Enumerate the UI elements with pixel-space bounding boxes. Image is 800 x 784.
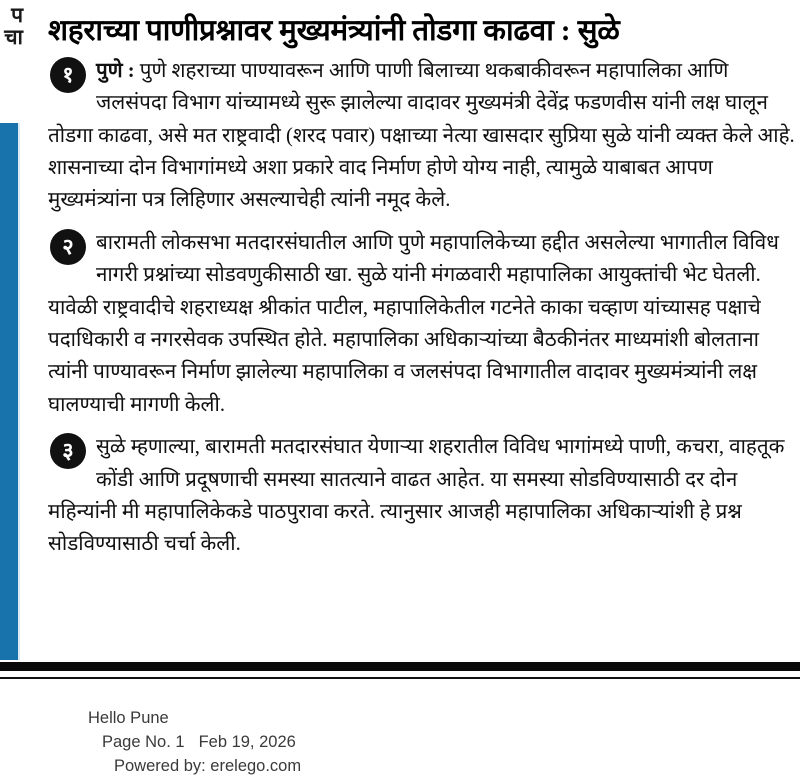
paragraph-lead-in: पुणे : xyxy=(96,59,140,82)
horizontal-rule-thick xyxy=(0,662,800,671)
article-paragraph xyxy=(48,431,796,561)
paragraph-content: सुळे म्हणाल्या, बारामती मतदारसंघात येणाऱ्या शहरातील विविध भागांमध्ये पाणी, कचरा, वाहतूक कोंडी आणि प्रदूषणाची समस्या सातत्याने वाढत आहेत. या समस्या सोडविण्यासाठी दर दोन महिन्यांनी मी महापालिकेकडे पाठपुरावा करते. त्यानुसार आजही महापालिका अधिकाऱ्यांशी हे प्रश्न सोडविण्यासाठी चर्चा केली. xyxy=(48,436,785,556)
paragraph-number-badge: २ xyxy=(50,229,86,265)
article-paragraph xyxy=(48,227,796,421)
article-paragraph xyxy=(48,55,796,217)
blue-accent-bar xyxy=(0,123,20,660)
page-footer xyxy=(88,706,301,778)
article-body xyxy=(48,14,796,571)
margin-fragment-line-2: चा xyxy=(4,25,23,49)
footer-publication: Hello Pune xyxy=(88,709,169,727)
paragraph-text xyxy=(48,431,796,561)
footer-page-number: Page No. 1 xyxy=(102,733,185,751)
footer-powered-by: Powered by: erelego.com xyxy=(114,757,302,775)
paragraph-content: पुणे शहराच्या पाण्यावरून आणि पाणी बिलाच्या थकबाकीवरून महापालिका आणि जलसंपदा विभाग यांच्यामध्ये सुरू झालेल्या वादावर मुख्यमंत्री देवेंद्र फडणवीस यांनी लक्ष घालून तोडगा काढवा, असे मत राष्ट्रवादी (शरद पवार) पक्षाच्या नेत्या खासदार सुप्रिया सुळे यांनी व्यक्त केले आहे. शासनाच्या दोन विभागांमध्ये अशा प्रकारे वाद निर्माण होणे योग्य नाही, त्यामुळे याबाबत आपण मुख्यमंत्र्यांना पत्र लिहिणार असल्याचेही त्यांनी नमूद केले. xyxy=(48,59,795,212)
horizontal-rule-thin xyxy=(0,677,800,679)
footer-date: Feb 19, 2026 xyxy=(198,733,296,751)
margin-fragment-line-1: प xyxy=(11,4,23,27)
paragraph-text xyxy=(48,227,796,421)
paragraph-number-badge: १ xyxy=(50,57,86,93)
paragraph-content: बारामती लोकसभा मतदारसंघातील आणि पुणे महापालिकेच्या हद्दीत असलेल्या भागातील विविध नागरी प्रश्नांच्या सोडवणुकीसाठी खा. सुळे यांनी मंगळवारी महापालिका आयुक्तांची भेट घेतली. यावेळी राष्ट्रवादीचे शहराध्यक्ष श्रीकांत पाटील, महापालिकेतील गटनेते काका चव्हाण यांच्यासह पक्षाचे पदाधिकारी व नगरसेवक उपस्थित होते. महापालिका अधिकाऱ्यांच्या बैठकीनंतर माध्यमांशी बोलताना त्यांनी पाण्यावरून निर्माण झालेल्या महापालिका व जलसंपदा विभागातील वादावर मुख्यमंत्र्यांनी लक्ष घालण्याची मागणी केली. xyxy=(48,231,779,416)
paragraph-text xyxy=(48,55,796,217)
article-headline: शहराच्या पाणीप्रश्नावर मुख्यमंत्र्यांनी तोडगा काढवा : सुळे xyxy=(48,15,620,47)
footer-page-and-date xyxy=(88,730,301,754)
clipped-margin-text xyxy=(0,4,24,48)
paragraph-number-badge: ३ xyxy=(50,433,86,469)
